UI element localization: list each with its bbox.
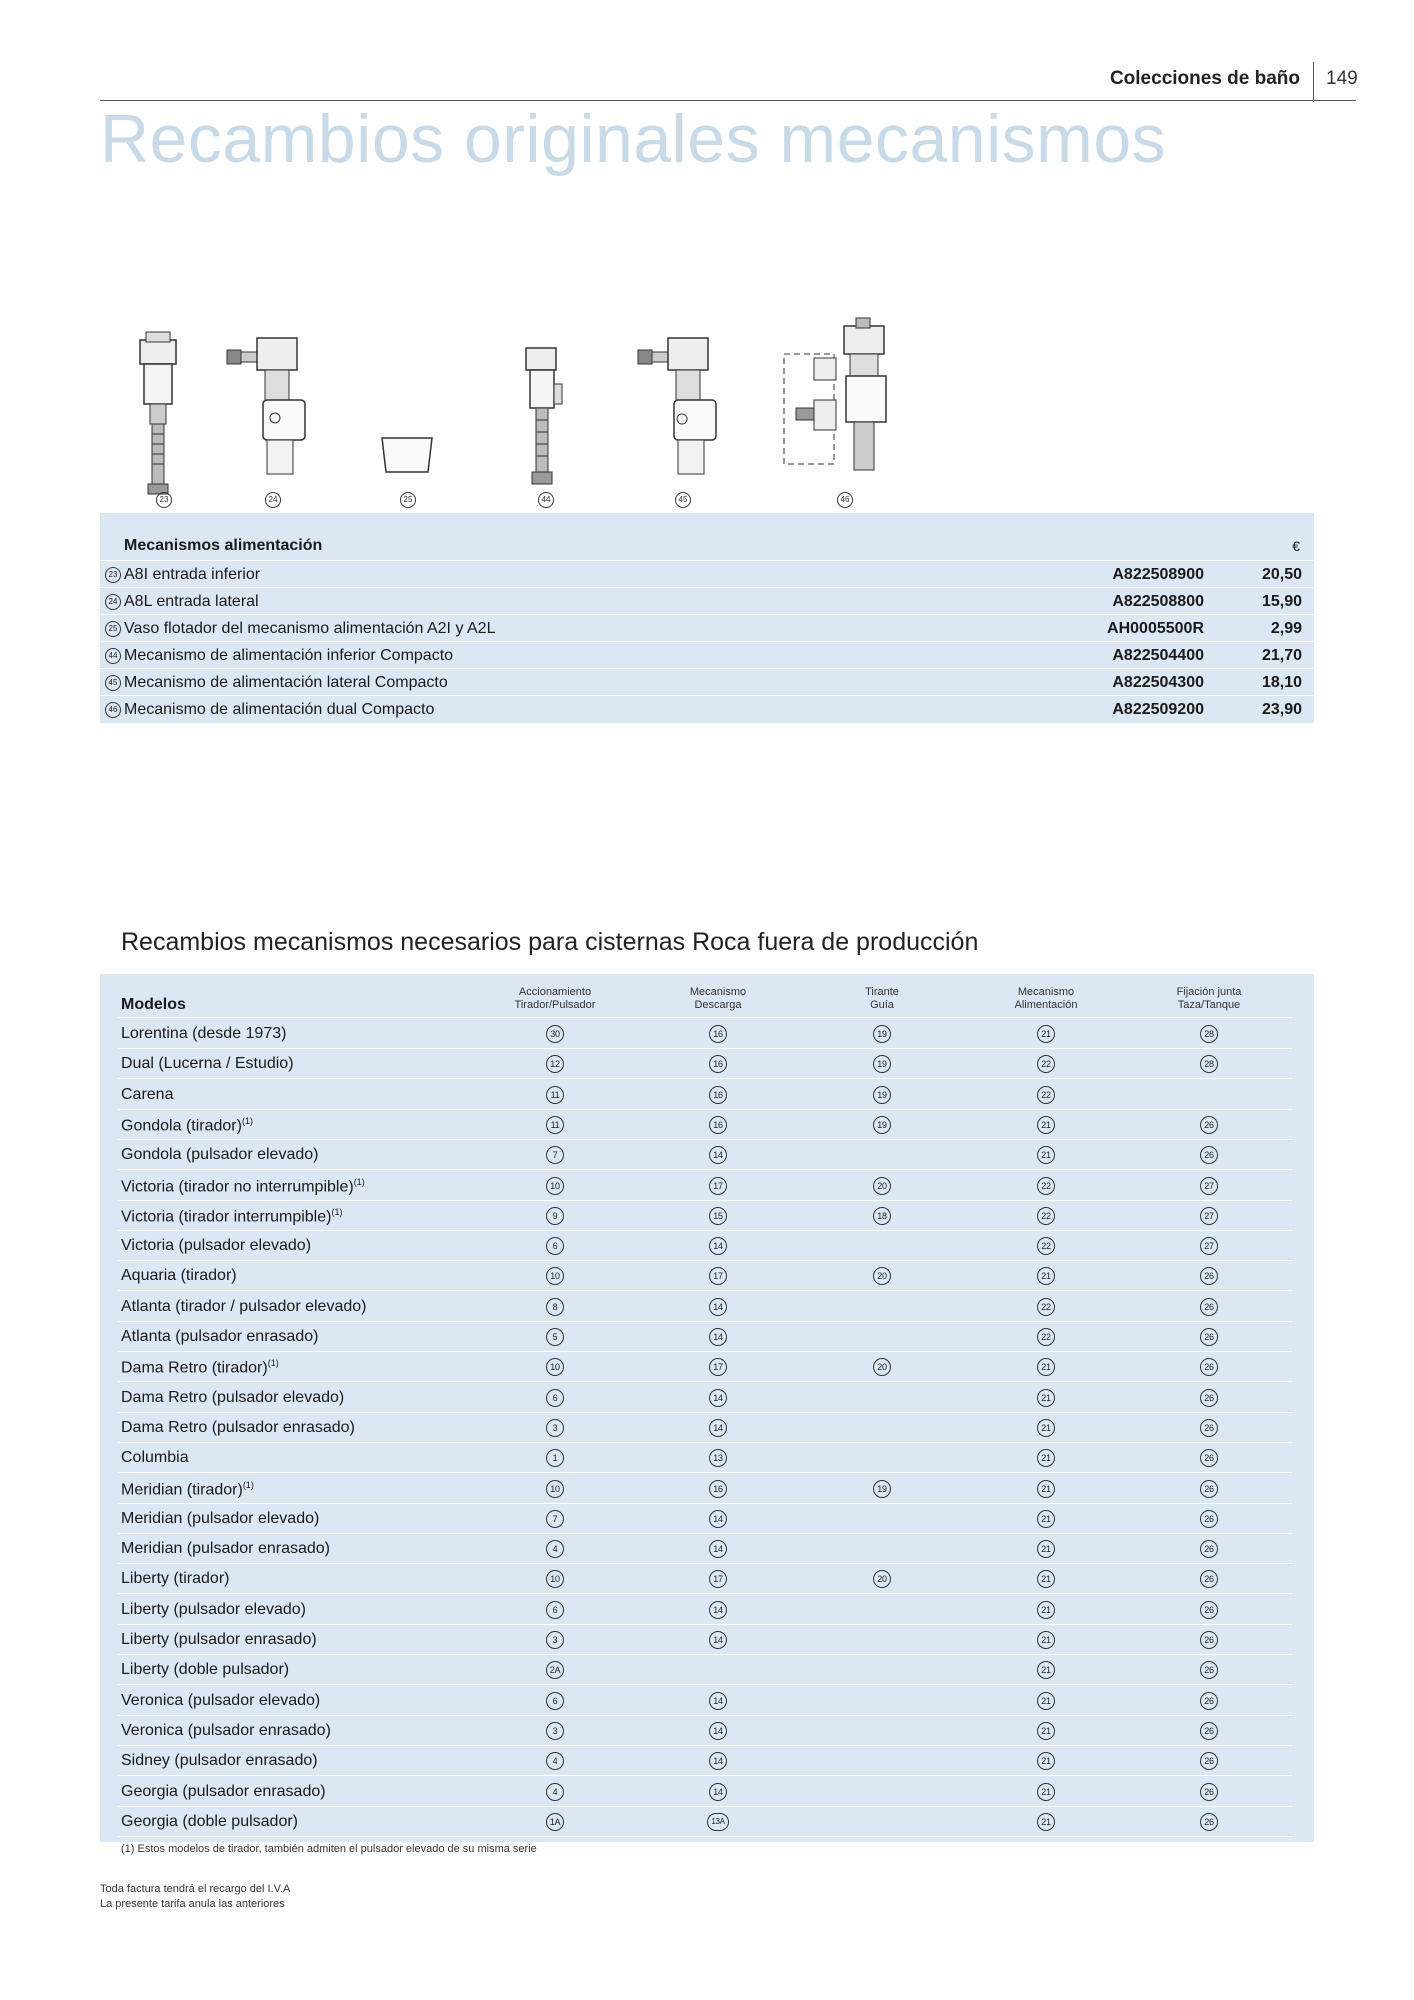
table-row [100,1777,1314,1807]
part-number-circle: 19 [873,1116,891,1134]
item-description: A8I entrada inferior [124,566,261,583]
table-row [100,1534,1314,1564]
part-number-circle: 20 [873,1177,891,1195]
part-number-circle: 27 [1200,1177,1218,1195]
model-name [121,1298,366,1316]
table-row [100,1383,1314,1413]
model-name-text: Sidney (pulsador enrasado) [121,1752,318,1770]
item-description: Vaso flotador del mecanismo alimentación A2I y A2L [124,620,496,637]
table-row [100,1019,1314,1049]
part-number-circle: 21 [1037,1510,1055,1528]
table-row [100,641,1314,669]
part-number-circle: 4 [546,1783,564,1801]
part-number-circle: 6 [546,1692,564,1710]
illustration-number: 45 [675,492,691,508]
model-name [121,1510,319,1528]
column-header [1139,986,1279,1012]
part-number-circle: 16 [709,1025,727,1043]
part-number-circle: 21 [1037,1389,1055,1407]
model-name [121,1722,331,1740]
model-name [121,1177,365,1196]
part-number-circle: 15 [709,1207,727,1225]
illustration-number: 46 [837,492,853,508]
item-number: 24 [105,594,121,610]
part-number-circle: 21 [1037,1601,1055,1619]
item-code: A822504300 [1112,674,1204,691]
illustration-float-cup [380,436,434,476]
table-row [100,1231,1314,1261]
feed-mechanisms-table [100,513,1314,723]
model-name [121,1752,318,1770]
part-number-circle: 30 [546,1025,564,1043]
model-name-text: Dama Retro (pulsador enrasado) [121,1418,355,1436]
table-row [100,1443,1314,1473]
item-price: 20,50 [1261,566,1302,583]
part-number-circle: 6 [546,1237,564,1255]
part-number-circle: 14 [709,1328,727,1346]
model-name-text: Meridian (tirador) [121,1480,243,1498]
item-description: A8L entrada lateral [124,593,259,610]
column-header-line: Mecanismo [1017,986,1075,998]
part-number-circle: 28 [1200,1055,1218,1073]
part-number-circle: 26 [1200,1449,1218,1467]
table-row [100,1504,1314,1534]
part-number-circle: 22 [1037,1177,1055,1195]
model-name-text: Liberty (pulsador elevado) [121,1600,306,1618]
part-number-circle: 3 [546,1419,564,1437]
item-number: 25 [105,621,121,637]
part-number-circle: 14 [709,1540,727,1558]
model-name-text: Atlanta (pulsador enrasado) [121,1328,319,1345]
model-name-text: Carena [121,1085,174,1103]
item-code: A822504400 [1112,647,1204,664]
item-code: A822509200 [1112,701,1204,718]
part-number-circle: 27 [1200,1237,1218,1255]
column-header-line: Descarga [694,999,742,1011]
part-number-circle: 10 [546,1267,564,1285]
model-name-text: Atlanta (tirador / pulsador elevado) [121,1297,367,1315]
part-number-circle: 14 [709,1752,727,1770]
part-number-circle: 10 [546,1570,564,1588]
illustration-compact-dual [780,316,900,481]
model-name-text: Gondola (tirador) [121,1117,242,1135]
table-row [100,1322,1314,1352]
column-header-line: Fijación junta [1176,986,1242,998]
part-number-circle: 26 [1200,1813,1218,1831]
table-row [100,668,1314,696]
part-number-circle: 21 [1037,1631,1055,1649]
model-name [121,1783,326,1801]
part-number-circle: 14 [709,1298,727,1316]
part-number-circle: 6 [546,1389,564,1407]
model-name [121,1086,173,1104]
footnote-marker: (1) [241,1115,253,1126]
model-name-text: Victoria (tirador no interrumpible) [121,1177,354,1195]
column-header-line: Guía [870,999,894,1011]
item-price: 2,99 [1270,620,1302,637]
part-number-circle: 3 [546,1631,564,1649]
part-number-circle: 26 [1200,1601,1218,1619]
column-header-line: Mecanismo [689,986,747,998]
model-name-text: Victoria (tirador interrumpible) [121,1208,332,1226]
model-name [121,1631,317,1649]
part-number-circle: 7 [546,1510,564,1528]
item-price: 23,90 [1261,701,1302,718]
part-number-circle: 14 [709,1419,727,1437]
item-number: 45 [105,675,121,691]
table-row [100,1171,1314,1201]
model-name-text: Georgia (doble pulsador) [121,1812,298,1830]
part-number-circle: 11 [546,1116,564,1134]
model-name [121,1449,189,1467]
column-header-line: Taza/Tanque [1177,999,1241,1011]
part-number-circle: 22 [1037,1086,1055,1104]
item-description: Mecanismo de alimentación lateral Compacto [124,674,448,691]
part-number-circle: 26 [1200,1510,1218,1528]
part-number-circle: 21 [1037,1692,1055,1710]
part-number-circle: 14 [709,1783,727,1801]
model-name [121,1237,311,1255]
part-number-circle: 1 [546,1449,564,1467]
part-number-circle: 26 [1200,1570,1218,1588]
table-row [100,1201,1314,1231]
part-number-circle: 22 [1037,1237,1055,1255]
part-number-circle: 27 [1200,1207,1218,1225]
part-number-circle: 19 [873,1086,891,1104]
part-number-circle: 17 [709,1177,727,1195]
part-number-circle: 14 [709,1510,727,1528]
table-heading: Mecanismos alimentación [124,537,323,554]
part-number-circle: 1A [546,1813,564,1831]
item-description: Mecanismo de alimentación inferior Compacto [124,647,454,664]
model-name-text: Liberty (doble pulsador) [121,1661,290,1679]
footer-note: Toda factura tendrá el recargo del I.V.A [100,1883,291,1895]
column-header-line: Tirante [865,986,899,998]
part-number-circle: 10 [546,1358,564,1376]
model-name-text: Dama Retro (pulsador elevado) [121,1388,345,1406]
model-name [121,1146,318,1164]
part-number-circle: 21 [1037,1449,1055,1467]
table-row [100,1474,1314,1504]
part-number-circle: 26 [1200,1480,1218,1498]
table-footnote: (1) Estos modelos de tirador, también admiten el pulsador elevado de su misma serie [121,1843,537,1855]
item-description: Mecanismo de alimentación dual Compacto [124,701,435,718]
part-number-circle: 14 [709,1146,727,1164]
part-number-circle: 20 [873,1570,891,1588]
part-number-circle: 14 [709,1601,727,1619]
illustration-a8i-valve [128,330,188,500]
model-name-text: Liberty (tirador) [121,1570,230,1588]
footnote-marker: (1) [331,1206,343,1217]
model-name-text: Veronica (pulsador enrasado) [121,1721,331,1739]
model-name-text: Lorentina (desde 1973) [121,1025,287,1042]
part-number-circle: 22 [1037,1298,1055,1316]
table-row [100,560,1314,588]
column-header [485,986,625,1012]
column-header-line: Alimentación [1014,999,1078,1011]
model-name-text: Columbia [121,1449,189,1467]
currency-label: € [1292,538,1300,554]
part-number-circle: 11 [546,1086,564,1104]
model-name [121,1813,298,1831]
part-number-circle: 26 [1200,1328,1218,1346]
model-name-text: Dual (Lucerna / Estudio) [121,1055,294,1073]
table-row [100,1564,1314,1594]
part-number-circle: 17 [709,1570,727,1588]
model-name-text: Liberty (pulsador enrasado) [121,1631,317,1648]
part-number-circle: 19 [873,1480,891,1498]
table-row [100,1746,1314,1776]
model-name-text: Victoria (pulsador elevado) [121,1237,312,1255]
model-name-text: Meridian (pulsador enrasado) [121,1540,330,1558]
part-number-circle: 4 [546,1752,564,1770]
table-row [100,1807,1314,1837]
part-number-circle: 26 [1200,1752,1218,1770]
part-number-circle: 14 [709,1722,727,1740]
part-number-circle: 26 [1200,1722,1218,1740]
part-number-circle: 17 [709,1267,727,1285]
item-price: 21,70 [1261,647,1302,664]
model-name [121,1267,237,1285]
part-number-circle: 13A [707,1813,729,1831]
part-number-circle: 26 [1200,1540,1218,1558]
part-number-circle: 18 [873,1207,891,1225]
part-number-circle: 14 [709,1237,727,1255]
model-name [121,1207,342,1226]
model-name-text: Georgia (pulsador enrasado) [121,1782,326,1800]
part-number-circle: 20 [873,1267,891,1285]
part-number-circle: 16 [709,1086,727,1104]
model-name-text: Gondola (pulsador elevado) [121,1146,319,1164]
part-number-circle: 14 [709,1692,727,1710]
table-row [100,1625,1314,1655]
column-header-line: Tirador/Pulsador [514,999,596,1011]
part-number-circle: 9 [546,1207,564,1225]
part-number-circle: 26 [1200,1419,1218,1437]
part-number-circle: 5 [546,1328,564,1346]
header-divider [118,1017,1292,1018]
part-number-circle: 3 [546,1722,564,1740]
column-header [976,986,1116,1012]
item-number: 23 [105,567,121,583]
illustration-compact-lateral [636,330,726,480]
table-row [100,1595,1314,1625]
part-number-circle: 21 [1037,1116,1055,1134]
part-number-circle: 21 [1037,1025,1055,1043]
illustration-number: 44 [538,492,554,508]
illustration-a8l-valve [225,330,315,480]
part-number-circle: 26 [1200,1116,1218,1134]
model-name [121,1328,318,1346]
part-number-circle: 21 [1037,1752,1055,1770]
part-number-circle: 12 [546,1055,564,1073]
section-title: Colecciones de baño [1109,68,1300,89]
table-row [100,1049,1314,1079]
part-number-circle: 21 [1037,1661,1055,1679]
page-number: 149 [1326,68,1358,89]
model-name-text: Veronica (pulsador elevado) [121,1691,321,1709]
discontinued-parts-table [100,974,1314,1842]
item-code: A822508800 [1112,593,1204,610]
table-row [100,1686,1314,1716]
table-row [100,614,1314,642]
model-name [121,1661,289,1679]
part-number-circle: 21 [1037,1722,1055,1740]
column-header [648,986,788,1012]
part-number-circle: 19 [873,1025,891,1043]
illustration-number: 23 [156,492,172,508]
table-row [100,1140,1314,1170]
part-number-circle: 26 [1200,1358,1218,1376]
part-number-circle: 26 [1200,1389,1218,1407]
model-name [121,1692,320,1710]
part-number-circle: 14 [709,1631,727,1649]
part-number-circle: 8 [546,1298,564,1316]
model-name [121,1055,294,1073]
part-number-circle: 10 [546,1480,564,1498]
part-number-circle: 21 [1037,1570,1055,1588]
table-row [100,1413,1314,1443]
page-title: Recambios originales mecanismos [100,101,1167,177]
part-number-circle: 26 [1200,1267,1218,1285]
model-name [121,1358,279,1377]
table-row [100,1655,1314,1685]
model-name-text: Dama Retro (tirador) [121,1359,268,1377]
illustration-compact-bottom [518,344,568,489]
model-name [121,1389,344,1407]
illustration-number: 24 [265,492,281,508]
discontinued-section-title: Recambios mecanismos necesarios para cisternas Roca fuera de producción [121,928,979,956]
table-row [100,1352,1314,1382]
part-number-circle: 16 [709,1055,727,1073]
part-number-circle: 20 [873,1358,891,1376]
item-price: 15,90 [1261,593,1302,610]
footnote-marker: (1) [353,1176,365,1187]
part-number-circle: 26 [1200,1783,1218,1801]
header-separator [1313,62,1314,102]
part-number-circle: 28 [1200,1025,1218,1043]
part-number-circle: 14 [709,1389,727,1407]
part-number-circle: 21 [1037,1358,1055,1376]
part-number-circle: 2A [546,1661,564,1679]
part-number-circle: 26 [1200,1146,1218,1164]
item-number: 46 [105,702,121,718]
row-divider [118,1836,1292,1837]
part-number-circle: 21 [1037,1783,1055,1801]
footer-note: La presente tarifa anula las anteriores [100,1898,285,1910]
part-number-circle: 22 [1037,1207,1055,1225]
part-number-circle: 21 [1037,1419,1055,1437]
item-code: A822508900 [1112,566,1204,583]
column-header-line: Accionamiento [518,986,592,998]
model-name [121,1419,355,1437]
part-number-circle: 16 [709,1116,727,1134]
model-name [121,1570,229,1588]
column-header [812,986,952,1012]
part-number-circle: 19 [873,1055,891,1073]
table-row [100,1261,1314,1291]
part-number-circle: 10 [546,1177,564,1195]
part-number-circle: 16 [709,1480,727,1498]
models-column-header: Modelos [121,996,186,1013]
part-number-circle: 21 [1037,1540,1055,1558]
part-number-circle: 21 [1037,1480,1055,1498]
model-name-text: Meridian (pulsador elevado) [121,1509,320,1527]
table-row [100,587,1314,615]
footnote-marker: (1) [267,1358,279,1369]
part-number-circle: 22 [1037,1055,1055,1073]
part-number-circle: 26 [1200,1298,1218,1316]
model-name [121,1025,286,1043]
table-row [100,1080,1314,1110]
model-name [121,1116,253,1135]
table-row [100,695,1314,723]
model-name-text: Aquaria (tirador) [121,1267,237,1285]
part-number-circle: 26 [1200,1661,1218,1679]
table-row [100,1292,1314,1322]
table-row [100,1716,1314,1746]
part-number-circle: 13 [709,1449,727,1467]
part-number-circle: 21 [1037,1267,1055,1285]
part-number-circle: 6 [546,1601,564,1619]
footnote-marker: (1) [242,1479,254,1490]
part-number-circle: 26 [1200,1692,1218,1710]
part-number-circle: 21 [1037,1146,1055,1164]
part-number-circle: 26 [1200,1631,1218,1649]
illustration-number: 25 [400,492,416,508]
item-price: 18,10 [1261,674,1302,691]
item-number: 44 [105,648,121,664]
part-number-circle: 17 [709,1358,727,1376]
part-number-circle: 4 [546,1540,564,1558]
part-number-circle: 22 [1037,1328,1055,1346]
part-number-circle: 21 [1037,1813,1055,1831]
table-row [100,1110,1314,1140]
model-name [121,1480,254,1499]
item-code: AH0005500R [1107,620,1204,637]
model-name [121,1601,306,1619]
part-number-circle: 7 [546,1146,564,1164]
model-name [121,1540,330,1558]
